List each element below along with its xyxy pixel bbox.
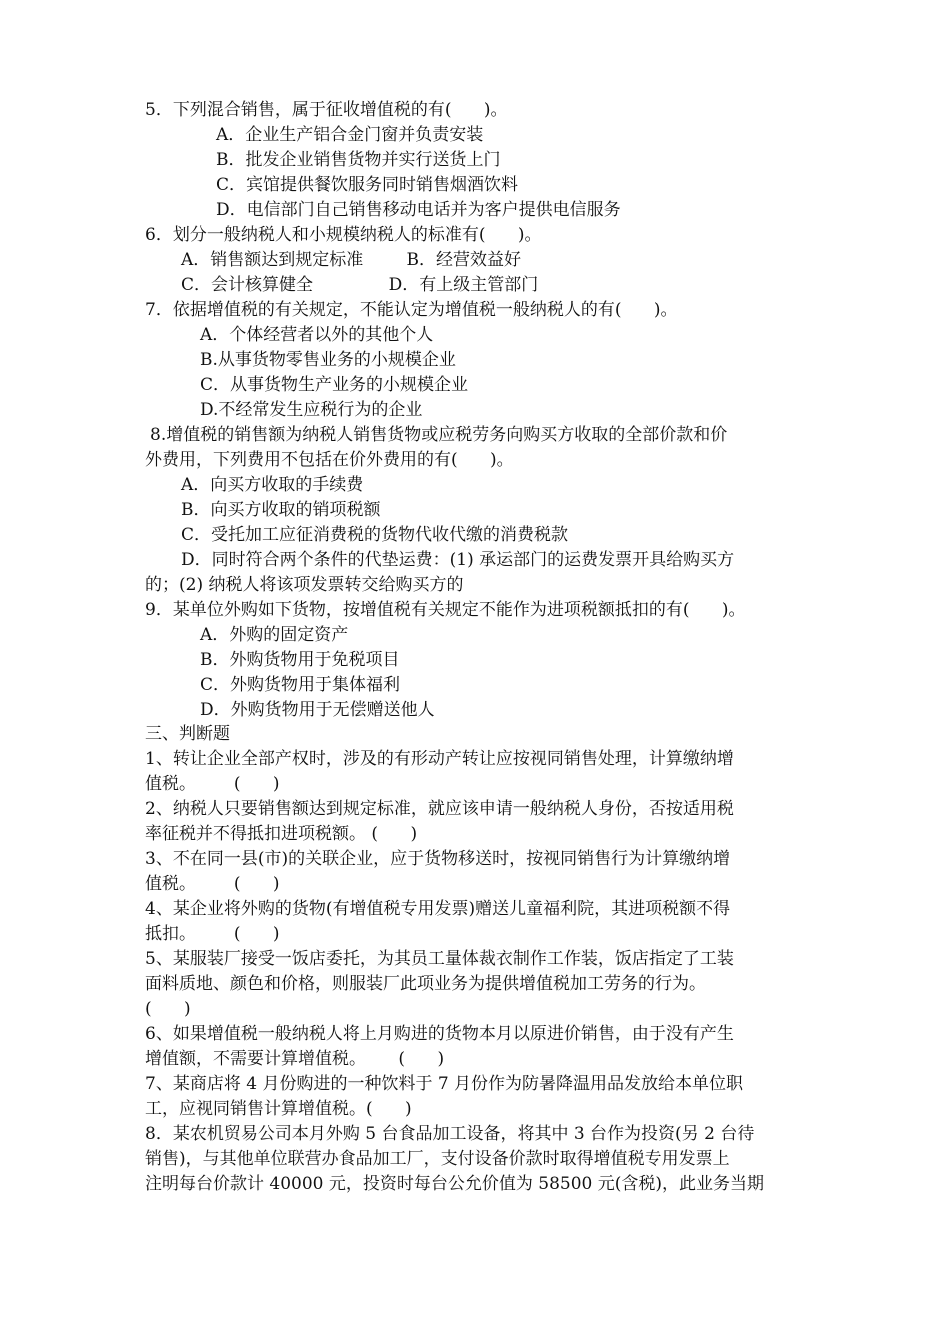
question-9-option-b: B．外购货物用于免税项目 bbox=[200, 650, 400, 670]
question-8-stem-line2: 外费用，下列费用不包括在价外费用的有( )。 bbox=[145, 450, 514, 470]
question-7-option-d: D.不经常发生应税行为的企业 bbox=[200, 400, 423, 420]
question-8-option-c: C．受托加工应征消费税的货物代收代缴的消费税款 bbox=[181, 525, 569, 545]
tf-line: 2、纳税人只要销售额达到规定标准，就应该申请一般纳税人身份，否按适用税 bbox=[145, 799, 734, 819]
tf-line: 1、转让企业全部产权时，涉及的有形动产转让应按视同销售处理，计算缴纳增 bbox=[145, 749, 734, 769]
tf-line: 5、某服装厂接受一饭店委托，为其员工量体裁衣制作工作装，饭店指定了工装 bbox=[145, 949, 734, 969]
tf-line: 6、如果增值税一般纳税人将上月购进的货物本月以原进价销售，由于没有产生 bbox=[145, 1024, 734, 1044]
tf-line: 注明每台价款计 40000 元，投资时每台公允价值为 58500 元(含税)，此业务当期 bbox=[145, 1174, 765, 1194]
question-5-option-c: C．宾馆提供餐饮服务同时销售烟酒饮料 bbox=[216, 175, 519, 195]
question-7-option-c: C．从事货物生产业务的小规模企业 bbox=[200, 375, 469, 395]
section-title: 三、判断题 bbox=[145, 724, 230, 744]
question-9-option-d: D．外购货物用于无偿赠送他人 bbox=[200, 700, 435, 720]
tf-line: 抵扣。 ( ) bbox=[145, 924, 280, 944]
question-7-option-a: A．个体经营者以外的其他个人 bbox=[200, 325, 434, 345]
question-9-stem: 9．某单位外购如下货物，按增值税有关规定不能作为进项税额抵扣的有( )。 bbox=[145, 600, 746, 620]
question-8-stem-line1: 8.增值税的销售额为纳税人销售货物或应税劳务向购买方收取的全部价款和价 bbox=[150, 425, 728, 445]
question-5-option-d: D．电信部门自己销售移动电话并为客户提供电信服务 bbox=[216, 200, 621, 220]
tf-line: 销售)，与其他单位联营办食品加工厂，支付设备价款时取得增值税专用发票上 bbox=[145, 1149, 730, 1169]
question-8-option-b: B．向买方收取的销项税额 bbox=[181, 500, 381, 520]
tf-line: 工，应视同销售计算增值税。( ) bbox=[145, 1099, 412, 1119]
tf-line: 值税。 ( ) bbox=[145, 774, 280, 794]
tf-line: 面料质地、颜色和价格，则服装厂此项业务为提供增值税加工劳务的行为。 bbox=[145, 974, 706, 994]
question-5-option-b: B．批发企业销售货物并实行送货上门 bbox=[216, 150, 501, 170]
question-8-option-d: D．同时符合两个条件的代垫运费：(1) 承运部门的运费发票开具给购买方 bbox=[181, 550, 735, 570]
tf-line: 4、某企业将外购的货物(有增值税专用发票)赠送儿童福利院，其进项税额不得 bbox=[145, 899, 731, 919]
question-8-option-a: A．向买方收取的手续费 bbox=[181, 475, 364, 495]
tf-line: 率征税并不得抵扣进项税额。 ( ) bbox=[145, 824, 418, 844]
tf-line: 8．某农机贸易公司本月外购 5 台食品加工设备，将其中 3 台作为投资(另 2 台待 bbox=[145, 1124, 755, 1144]
question-6-options-ab: A．销售额达到规定标准 B．经营效益好 bbox=[181, 250, 521, 270]
tf-line: 7、某商店将 4 月份购进的一种饮料于 7 月份作为防暑降温用品发放给本单位职 bbox=[145, 1074, 744, 1094]
question-6-options-cd: C．会计核算健全 D．有上级主管部门 bbox=[181, 275, 539, 295]
question-9-option-a: A．外购的固定资产 bbox=[200, 625, 349, 645]
question-9-option-c: C．外购货物用于集体福利 bbox=[200, 675, 401, 695]
question-5-option-a: A．企业生产铝合金门窗并负责安装 bbox=[216, 125, 484, 145]
question-6-stem: 6．划分一般纳税人和小规模纳税人的标准有( )。 bbox=[145, 225, 542, 245]
tf-line: 3、不在同一县(市)的关联企业，应于货物移送时，按视同销售行为计算缴纳增 bbox=[145, 849, 731, 869]
tf-line: ( ) bbox=[145, 999, 191, 1019]
tf-line: 值税。 ( ) bbox=[145, 874, 280, 894]
question-8-option-d-continued: 的；(2) 纳税人将该项发票转交给购买方的 bbox=[145, 575, 464, 595]
question-7-option-b: B.从事货物零售业务的小规模企业 bbox=[200, 350, 456, 370]
tf-line: 增值额，不需要计算增值税。 ( ) bbox=[145, 1049, 445, 1069]
question-5-stem: 5．下列混合销售，属于征收增值税的有( )。 bbox=[145, 100, 508, 120]
question-7-stem: 7．依据增值税的有关规定，不能认定为增值税一般纳税人的有( )。 bbox=[145, 300, 678, 320]
